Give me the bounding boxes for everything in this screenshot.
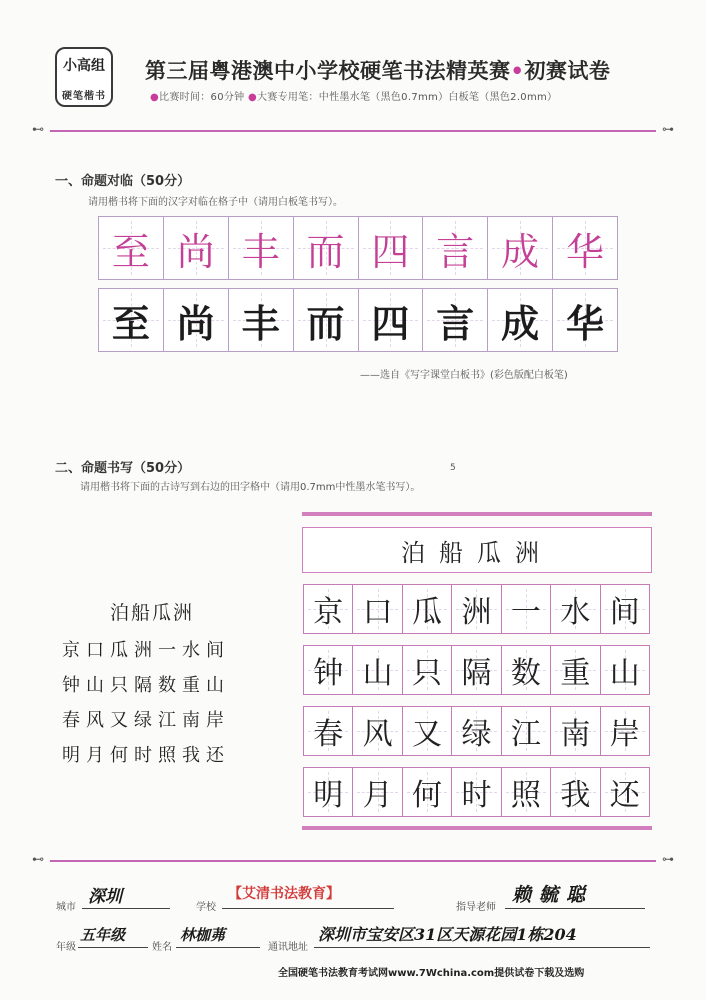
scroll-ornament-icon: ⊶: [662, 122, 674, 136]
grid-cell: 尚: [164, 217, 229, 279]
grid-cell: 华: [553, 289, 617, 351]
writing-grid-row: [303, 706, 650, 756]
writing-grid-row: [303, 584, 650, 634]
grid-cell: 风: [353, 707, 402, 755]
grid-cell: 丰: [229, 217, 294, 279]
name-label: 姓名: [152, 942, 172, 953]
grid-cell: 丰: [229, 289, 294, 351]
grid-cell: 我: [551, 768, 600, 816]
writing-grid-row: [303, 767, 650, 817]
grid-cell: 只: [403, 646, 452, 694]
grid-cell: 一: [502, 585, 551, 633]
grid-cell: 四: [359, 289, 424, 351]
grid-cell: 数: [502, 646, 551, 694]
poem-title: 泊船瓜洲: [110, 602, 195, 624]
grid-cell: 山: [601, 646, 649, 694]
teacher-label: 指导老师: [456, 902, 496, 913]
divider-top: [32, 122, 674, 136]
grid-cell: 言: [423, 217, 488, 279]
scroll-ornament-icon: ⊶: [662, 852, 674, 866]
grid-cell: 南: [551, 707, 600, 755]
grid-cell: 春: [304, 707, 353, 755]
written-character-row: [98, 288, 618, 352]
name-value: 林枷茀: [180, 926, 226, 944]
address-value: 深圳市宝安区31区天源花园1栋204: [318, 925, 577, 944]
writing-panel-bar: [302, 512, 652, 516]
grid-cell: 水: [551, 585, 600, 633]
grid-cell: 重: [551, 646, 600, 694]
grade-value: 五年级: [80, 926, 126, 944]
grid-cell: 江: [502, 707, 551, 755]
section2-instruction: 请用楷书将下面的古诗写到右边的田字格中（请用0.7mm中性墨水笔书写）。: [80, 482, 421, 493]
writing-panel-bar: [302, 826, 652, 830]
exam-pens: 大赛专用笔：中性墨水笔（黑色0.7mm）白板笔（黑色2.0mm）: [256, 92, 558, 103]
grid-cell: 月: [353, 768, 402, 816]
grid-cell: 尚: [164, 289, 229, 351]
page-title: [145, 55, 665, 85]
form-underline: [222, 908, 394, 909]
form-underline: [505, 908, 645, 909]
section2-heading: 二、命题书写（50分）: [55, 461, 191, 476]
poem-line: 明月何时照我还: [62, 745, 230, 766]
school-value: 【艾清书法教育】: [228, 886, 340, 902]
grid-cell: 瓜: [403, 585, 452, 633]
grid-cell: 还: [601, 768, 649, 816]
grid-cell: 言: [423, 289, 488, 351]
city-value: 深圳: [88, 887, 122, 907]
poem-line: 钟山只隔数重山: [62, 675, 230, 696]
grid-cell: 明: [304, 768, 353, 816]
section1-instruction: 请用楷书将下面的汉字对临在格子中（请用白板笔书写）。: [88, 197, 343, 208]
grid-cell: 华: [553, 217, 617, 279]
bullet-icon: ●: [150, 92, 160, 103]
grid-cell: 口: [353, 585, 402, 633]
badge-group-label: 小高组: [63, 58, 105, 74]
grid-cell: 绿: [452, 707, 501, 755]
source-credit: ——选自《写字课堂白板书》(彩色版配白板笔): [360, 370, 568, 381]
grid-cell: 而: [294, 217, 359, 279]
form-underline: [176, 947, 260, 948]
grid-cell: 洲: [452, 585, 501, 633]
model-character-row: [98, 216, 618, 280]
grid-cell: 岸: [601, 707, 649, 755]
page-mark: 5: [450, 463, 456, 473]
grid-cell: 钟: [304, 646, 353, 694]
scroll-ornament-icon: ⊷: [32, 122, 44, 136]
grid-cell: 至: [99, 217, 164, 279]
grade-label: 年级: [56, 942, 76, 953]
exam-info: [150, 88, 557, 103]
grid-cell: 照: [502, 768, 551, 816]
grid-cell: 至: [99, 289, 164, 351]
footer-note: 全国硬笔书法教育考试网www.7Wchina.com提供试卷下载及选购: [278, 968, 585, 979]
grid-cell: 山: [353, 646, 402, 694]
grid-cell: 京: [304, 585, 353, 633]
title-tail: 初赛试卷: [524, 59, 611, 83]
poem-line: 春风又绿江南岸: [62, 710, 230, 731]
grid-cell: 四: [359, 217, 424, 279]
grid-cell: 何: [403, 768, 452, 816]
section1-heading: 一、命题对临（50分）: [55, 174, 191, 189]
grid-cell: 成: [488, 217, 553, 279]
exam-time: 比赛时间：60分钟: [159, 92, 245, 103]
school-label: 学校: [196, 902, 216, 913]
written-poem-title: 泊船瓜洲: [302, 527, 652, 573]
title-bullet-icon: •: [510, 59, 525, 83]
address-label: 通讯地址: [268, 942, 308, 953]
city-label: 城市: [56, 902, 76, 913]
scroll-ornament-icon: ⊷: [32, 852, 44, 866]
grid-cell: 成: [488, 289, 553, 351]
form-underline: [78, 947, 148, 948]
divider-bottom: [32, 852, 674, 866]
form-underline: [314, 947, 650, 948]
grid-cell: 间: [601, 585, 649, 633]
writing-grid-row: [303, 645, 650, 695]
bullet-icon: ●: [247, 92, 257, 103]
poem-line: 京口瓜洲一水间: [62, 640, 230, 661]
group-badge: [55, 47, 113, 107]
grid-cell: 而: [294, 289, 359, 351]
form-underline: [82, 908, 170, 909]
grid-cell: 时: [452, 768, 501, 816]
grid-cell: 又: [403, 707, 452, 755]
badge-category-label: 硬笔楷书: [62, 91, 106, 102]
teacher-value: 赖毓聪: [512, 884, 594, 906]
title-main: 第三届粤港澳中小学校硬笔书法精英赛: [145, 59, 511, 83]
grid-cell: 隔: [452, 646, 501, 694]
